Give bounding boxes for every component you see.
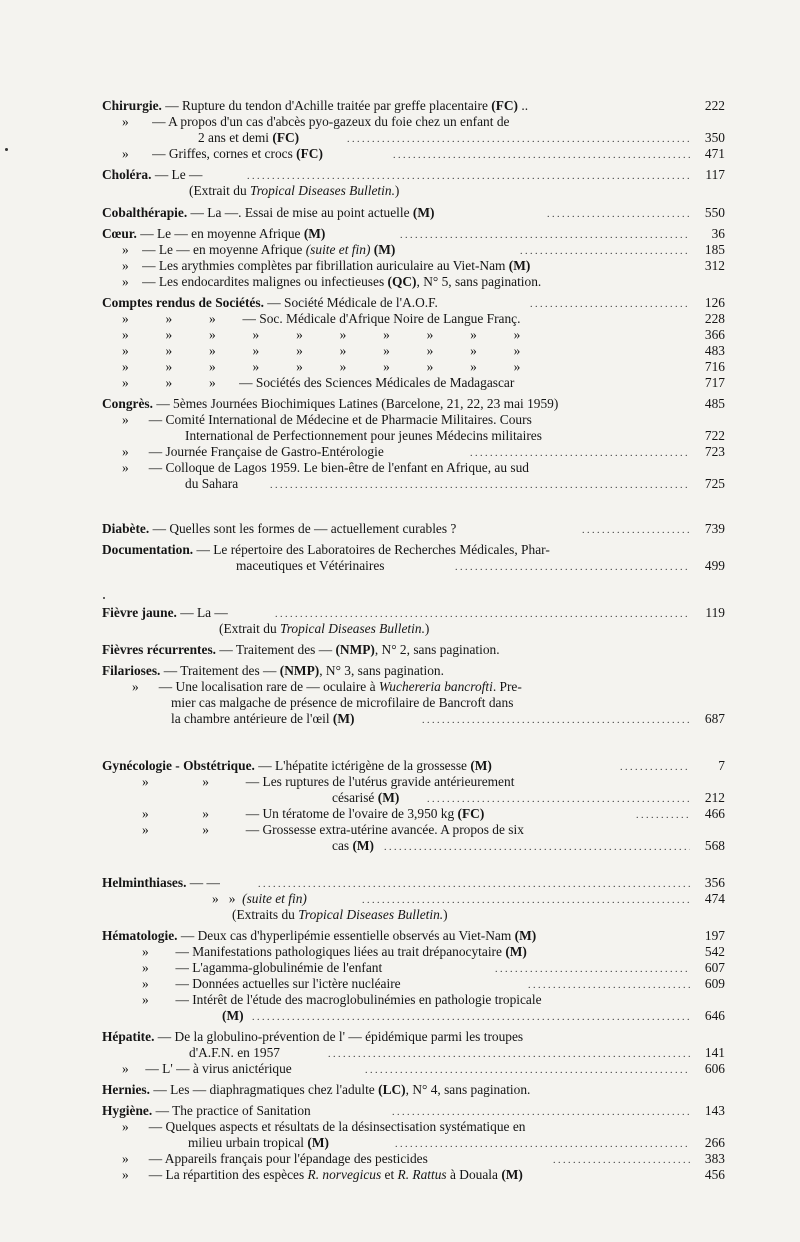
entry-text bbox=[142, 960, 382, 976]
index-entry-line bbox=[102, 295, 725, 311]
entry-text bbox=[102, 396, 558, 412]
leader-dots bbox=[247, 167, 690, 183]
entry-fragment: » — La répartition des espèces bbox=[122, 1167, 308, 1182]
index-entry-line bbox=[189, 1045, 725, 1061]
leader-dots bbox=[393, 146, 690, 162]
entry-fragment: R. norvegicus bbox=[307, 1167, 382, 1182]
entry-text bbox=[142, 806, 484, 822]
index-entry-line bbox=[122, 114, 725, 130]
entry-fragment: (M) bbox=[352, 838, 375, 853]
entry-text bbox=[122, 1061, 292, 1077]
entry-text bbox=[219, 621, 429, 637]
entry-fragment: International de Perfectionnement pour jeunes Médecins militaires bbox=[185, 428, 542, 443]
index-entry-line bbox=[122, 375, 725, 391]
page-number: 499 bbox=[701, 558, 725, 574]
entry-fragment: (NMP) bbox=[335, 642, 375, 657]
entry-fragment: — De la globulino-prévention de l' — épidémique parmi les troupes bbox=[154, 1029, 524, 1044]
entry-fragment: ) bbox=[394, 183, 400, 198]
index-entry-line bbox=[142, 822, 725, 838]
index-entry-line bbox=[102, 542, 725, 558]
leader-dots bbox=[422, 711, 690, 727]
index-entry-line bbox=[102, 642, 725, 658]
leader-dots bbox=[400, 226, 690, 242]
page-number: 687 bbox=[701, 711, 725, 727]
entry-fragment: — Le — bbox=[151, 167, 203, 182]
entry-text bbox=[102, 1029, 523, 1045]
entry-fragment: (M) bbox=[508, 258, 531, 273]
leader-dots bbox=[395, 1135, 690, 1151]
entry-text bbox=[122, 359, 520, 375]
page-number: 609 bbox=[701, 976, 725, 992]
page-number: 717 bbox=[701, 375, 725, 391]
leader-dots bbox=[553, 1151, 690, 1167]
entry-fragment: (suite et fin) bbox=[242, 891, 307, 906]
index-entry-line bbox=[122, 311, 725, 327]
index-entry-line bbox=[102, 928, 725, 944]
entry-text bbox=[102, 542, 550, 558]
entry-text bbox=[132, 679, 522, 695]
leader-dots bbox=[427, 790, 690, 806]
page-number: 141 bbox=[701, 1045, 725, 1061]
entry-fragment: (M) bbox=[303, 226, 326, 241]
entry-heading: Choléra. bbox=[102, 167, 152, 182]
entry-fragment: — La — bbox=[176, 605, 228, 620]
entry-text bbox=[102, 1082, 530, 1098]
index-entry-line bbox=[142, 944, 725, 960]
entry-text bbox=[122, 1167, 523, 1183]
page-number: 212 bbox=[701, 790, 725, 806]
index-entry-line bbox=[219, 621, 725, 637]
entry-text bbox=[102, 167, 202, 183]
index-entry-line bbox=[122, 146, 725, 162]
entry-fragment: » » — Grossesse extra-utérine avancée. A propos de six bbox=[142, 822, 524, 837]
entry-heading: Hépatite. bbox=[102, 1029, 155, 1044]
entry-heading: Helminthiases. bbox=[102, 875, 187, 890]
entry-text bbox=[122, 114, 509, 130]
entry-fragment: , N° 3, sans pagination. bbox=[319, 663, 444, 678]
entry-text bbox=[122, 444, 384, 460]
page-number: 606 bbox=[701, 1061, 725, 1077]
page-number: 474 bbox=[701, 891, 725, 907]
index-entry-line bbox=[171, 711, 725, 727]
entry-text bbox=[188, 1135, 329, 1151]
page-number: 723 bbox=[701, 444, 725, 460]
entry-text bbox=[222, 1008, 244, 1024]
index-entry-line bbox=[122, 412, 725, 428]
page-number: 143 bbox=[701, 1103, 725, 1119]
entry-heading: Gynécologie - Obstétrique. bbox=[102, 758, 255, 773]
index-entry-line bbox=[122, 359, 725, 375]
entry-fragment: » » bbox=[212, 891, 243, 906]
page-number: 383 bbox=[701, 1151, 725, 1167]
leader-dots bbox=[328, 1045, 690, 1061]
entry-heading: Hygiène. bbox=[102, 1103, 153, 1118]
index-entry-line bbox=[232, 907, 725, 923]
entry-fragment: (Extrait du bbox=[189, 183, 250, 198]
entry-fragment: » » » — Sociétés des Sciences Médicales de Madagascar bbox=[122, 375, 515, 390]
entry-fragment: — Société Médicale de l'A.O.F. bbox=[263, 295, 438, 310]
index-entry-line bbox=[142, 992, 725, 1008]
leader-dots bbox=[530, 295, 690, 311]
page-number: 117 bbox=[701, 167, 725, 183]
entry-fragment: du Sahara bbox=[185, 476, 239, 491]
entry-fragment: cas bbox=[332, 838, 353, 853]
page-number: 312 bbox=[701, 258, 725, 274]
index-entry-line bbox=[188, 1135, 725, 1151]
entry-text bbox=[185, 476, 238, 492]
entry-fragment: maceutiques et Vétérinaires bbox=[236, 558, 385, 573]
entry-fragment: (M) bbox=[501, 1167, 523, 1182]
index-entry-line bbox=[142, 960, 725, 976]
entry-text bbox=[171, 711, 354, 727]
page-number: 485 bbox=[701, 396, 725, 412]
entry-fragment: césarisé bbox=[332, 790, 378, 805]
entry-fragment: ) bbox=[424, 621, 430, 636]
index-entry-line bbox=[102, 1029, 725, 1045]
entry-fragment: » » » — Soc. Médicale d'Afrique Noire de Langue Franç. bbox=[122, 311, 521, 326]
entry-fragment: la chambre antérieure de l'œil bbox=[171, 711, 333, 726]
entry-fragment: Tropical Diseases Bulletin. bbox=[298, 907, 444, 922]
entry-fragment: . Pre- bbox=[492, 679, 522, 694]
page-number: 456 bbox=[701, 1167, 725, 1183]
entry-text bbox=[142, 822, 524, 838]
entry-fragment: » — Quelques aspects et résultats de la désinsectisation systématique en bbox=[122, 1119, 526, 1134]
entry-fragment: , N° 4, sans pagination. bbox=[405, 1082, 531, 1097]
index-entry-line bbox=[102, 758, 725, 774]
entry-fragment: (M) bbox=[470, 758, 492, 773]
entry-text bbox=[332, 790, 399, 806]
entry-fragment: Wuchereria bancrofti bbox=[378, 679, 493, 694]
page-number: 483 bbox=[701, 343, 725, 359]
entry-fragment: Tropical Diseases Bulletin. bbox=[249, 183, 395, 198]
entry-text bbox=[142, 976, 401, 992]
entry-fragment: (M) bbox=[222, 1008, 244, 1023]
entry-fragment: » — L' — à virus anictérique bbox=[122, 1061, 292, 1076]
leader-dots bbox=[620, 758, 690, 774]
margin-speck bbox=[103, 597, 105, 599]
leader-dots bbox=[258, 875, 690, 891]
entry-fragment: (M) bbox=[377, 790, 400, 805]
entry-heading: Chirurgie. bbox=[102, 98, 162, 113]
entry-text bbox=[212, 891, 307, 907]
index-entry-line bbox=[185, 428, 725, 444]
entry-fragment: — Traitement des — bbox=[160, 663, 280, 678]
entry-fragment: (M) bbox=[412, 205, 435, 220]
entry-fragment: (FC) bbox=[457, 806, 485, 821]
index-entry-line bbox=[142, 806, 725, 822]
entry-fragment: (suite et fin) bbox=[305, 242, 371, 257]
index-entry-line bbox=[132, 679, 725, 695]
entry-fragment: (FC) bbox=[272, 130, 300, 145]
entry-heading: Fièvre jaune. bbox=[102, 605, 177, 620]
entry-fragment: (M) bbox=[373, 242, 396, 257]
index-entry-line bbox=[102, 521, 725, 537]
index-entry-line bbox=[102, 663, 725, 679]
page-number: 722 bbox=[701, 428, 725, 444]
entry-heading: Cœur. bbox=[102, 226, 137, 241]
entry-text bbox=[122, 412, 532, 428]
entry-fragment: Tropical Diseases Bulletin. bbox=[279, 621, 425, 636]
index-entry-line bbox=[222, 1008, 725, 1024]
entry-fragment: (NMP) bbox=[279, 663, 320, 678]
entry-text bbox=[122, 146, 323, 162]
entry-heading: Congrès. bbox=[102, 396, 153, 411]
entry-text bbox=[102, 1103, 311, 1119]
entry-fragment: » » » » » » » » » » bbox=[122, 359, 521, 374]
page-number: 228 bbox=[701, 311, 725, 327]
index-entry-line bbox=[102, 875, 725, 891]
entry-text bbox=[142, 992, 542, 1008]
entry-fragment: » » — Un tératome de l'ovaire de 3,950 kg bbox=[142, 806, 458, 821]
page-number: 185 bbox=[701, 242, 725, 258]
entry-text bbox=[122, 1151, 428, 1167]
entry-fragment: — The practice of Sanitation bbox=[152, 1103, 311, 1118]
margin-speck bbox=[5, 148, 8, 151]
entry-fragment: » — L'agamma-globulinémie de l'enfant bbox=[142, 960, 383, 975]
index-entry-line bbox=[102, 226, 725, 242]
entry-heading: Cobalthérapie. bbox=[102, 205, 188, 220]
entry-fragment: , N° 5, sans pagination. bbox=[416, 274, 542, 289]
index-entry-line bbox=[122, 1151, 725, 1167]
leader-dots bbox=[528, 976, 690, 992]
page-number: 126 bbox=[701, 295, 725, 311]
entry-text bbox=[185, 428, 542, 444]
entry-fragment: — La —. Essai de mise au point actuelle bbox=[187, 205, 413, 220]
page-number: 568 bbox=[701, 838, 725, 854]
index-entry-line bbox=[171, 695, 725, 711]
entry-heading: Hernies. bbox=[102, 1082, 150, 1097]
entry-fragment: — 5èmes Journées Biochimiques Latines (Barcelone, 21, 22, 23 mai 1959) bbox=[152, 396, 559, 411]
entry-text bbox=[332, 838, 374, 854]
entry-fragment: » — Intérêt de l'étude des macroglobulinémies en pathologie tropicale bbox=[142, 992, 542, 1007]
index-entry-line bbox=[122, 1061, 725, 1077]
entry-fragment: » — Appareils français pour l'épandage des pesticides bbox=[122, 1151, 428, 1166]
index-entry-line bbox=[185, 476, 725, 492]
index-entry-line bbox=[332, 838, 725, 854]
index-entry-line bbox=[102, 605, 725, 621]
entry-text bbox=[102, 758, 492, 774]
entry-fragment: (Extrait du bbox=[219, 621, 280, 636]
entry-fragment: milieu urbain tropical bbox=[188, 1135, 308, 1150]
leader-dots bbox=[270, 476, 690, 492]
index-entry-line bbox=[122, 343, 725, 359]
entry-fragment: et bbox=[381, 1167, 398, 1182]
index-entry-line bbox=[142, 774, 725, 790]
entry-text bbox=[122, 327, 520, 343]
entry-fragment: mier cas malgache de présence de microfilaire de Bancroft dans bbox=[171, 695, 514, 710]
index-entry-line bbox=[212, 891, 725, 907]
entry-text bbox=[198, 130, 299, 146]
entry-fragment: — Deux cas d'hyperlipémie essentielle observés au Viet-Nam bbox=[177, 928, 515, 943]
leader-dots bbox=[252, 1008, 690, 1024]
page-number: 646 bbox=[701, 1008, 725, 1024]
entry-text bbox=[189, 183, 399, 199]
entry-text bbox=[122, 375, 514, 391]
entry-fragment: » — Colloque de Lagos 1959. Le bien-être de l'enfant en Afrique, au sud bbox=[122, 460, 529, 475]
entry-text bbox=[102, 605, 228, 621]
index-entry-line bbox=[102, 1103, 725, 1119]
page-number: 466 bbox=[701, 806, 725, 822]
index-entry-line bbox=[102, 205, 725, 221]
leader-dots bbox=[636, 806, 690, 822]
entry-text bbox=[102, 226, 325, 242]
entry-text bbox=[142, 774, 514, 790]
leader-dots bbox=[275, 605, 690, 621]
index-entry-line bbox=[102, 167, 725, 183]
index-entry-line bbox=[122, 258, 725, 274]
entry-fragment: — Quelles sont les formes de — actuellement curables ? bbox=[149, 521, 457, 536]
entry-text bbox=[122, 242, 395, 258]
page-number: 725 bbox=[701, 476, 725, 492]
entry-fragment: — — bbox=[186, 875, 220, 890]
entry-text bbox=[122, 311, 520, 327]
entry-fragment: » — Comité International de Médecine et de Pharmacie Militaires. Cours bbox=[122, 412, 532, 427]
page-number: 266 bbox=[701, 1135, 725, 1151]
entry-fragment: » — Le — en moyenne Afrique bbox=[122, 242, 306, 257]
entry-fragment: (M) bbox=[332, 711, 355, 726]
index-entry-line bbox=[122, 242, 725, 258]
leader-dots bbox=[582, 521, 690, 537]
index-entry-line bbox=[102, 98, 725, 114]
entry-fragment: » — Les endocardites malignes ou infectieuses bbox=[122, 274, 388, 289]
entry-fragment: R. Rattus bbox=[397, 1167, 447, 1182]
leader-dots bbox=[455, 558, 690, 574]
entry-heading: Diabète. bbox=[102, 521, 150, 536]
page-number: 607 bbox=[701, 960, 725, 976]
entry-fragment: (M) bbox=[505, 944, 527, 959]
entry-heading: Fièvres récurrentes. bbox=[102, 642, 217, 657]
entry-text bbox=[232, 907, 448, 923]
leader-dots bbox=[362, 891, 690, 907]
page-number: 366 bbox=[701, 327, 725, 343]
page-number: 197 bbox=[701, 928, 725, 944]
index-entry-line bbox=[102, 1082, 725, 1098]
entry-text bbox=[102, 98, 528, 114]
index-entry-line bbox=[122, 1167, 725, 1183]
entry-fragment: (FC) bbox=[491, 98, 519, 113]
page-number: 7 bbox=[714, 758, 725, 774]
entry-text bbox=[189, 1045, 280, 1061]
entry-fragment: » » — Les ruptures de l'utérus gravide antérieurement bbox=[142, 774, 515, 789]
index-entry-line bbox=[142, 976, 725, 992]
page-number: 716 bbox=[701, 359, 725, 375]
entry-fragment: » — A propos d'un cas d'abcès pyo-gazeux du foie chez un enfant de bbox=[122, 114, 510, 129]
entry-fragment: » — Les arythmies complètes par fibrillation auriculaire au Viet-Nam bbox=[122, 258, 509, 273]
entry-fragment: à Douala bbox=[446, 1167, 502, 1182]
page-number: 119 bbox=[701, 605, 725, 621]
entry-fragment: — Le répertoire des Laboratoires de Recherches Médicales, Phar- bbox=[193, 542, 550, 557]
entry-fragment: — L'hépatite ictérigène de la grossesse bbox=[254, 758, 471, 773]
entry-fragment: .. bbox=[518, 98, 529, 113]
entry-fragment: — Le — en moyenne Afrique bbox=[136, 226, 304, 241]
entry-heading: Hématologie. bbox=[102, 928, 178, 943]
entry-fragment: » — Journée Française de Gastro-Entérologie bbox=[122, 444, 384, 459]
entry-text bbox=[122, 1119, 525, 1135]
leader-dots bbox=[547, 205, 690, 221]
entry-fragment: (Extraits du bbox=[232, 907, 299, 922]
entry-text bbox=[102, 928, 536, 944]
entry-fragment: d'A.F.N. en 1957 bbox=[189, 1045, 280, 1060]
index-entry-line bbox=[122, 444, 725, 460]
entry-text bbox=[102, 642, 500, 658]
index-entry-line bbox=[236, 558, 725, 574]
entry-text bbox=[122, 460, 529, 476]
page-number: 356 bbox=[701, 875, 725, 891]
entry-text bbox=[236, 558, 384, 574]
page-number: 36 bbox=[708, 226, 725, 242]
entry-text bbox=[171, 695, 513, 711]
page-number: 471 bbox=[701, 146, 725, 162]
index-entry-line bbox=[102, 396, 725, 412]
entry-text bbox=[102, 521, 456, 537]
leader-dots bbox=[470, 444, 690, 460]
leader-dots bbox=[495, 960, 690, 976]
entry-text bbox=[122, 258, 530, 274]
entry-fragment: (FC) bbox=[296, 146, 323, 161]
entry-fragment: (QC) bbox=[387, 274, 417, 289]
entry-heading: Comptes rendus de Sociétés. bbox=[102, 295, 264, 310]
entry-text bbox=[102, 663, 444, 679]
entry-fragment: 2 ans et demi bbox=[198, 130, 273, 145]
entry-text bbox=[102, 875, 220, 891]
entry-fragment: — Traitement des — bbox=[216, 642, 336, 657]
entry-text bbox=[142, 944, 527, 960]
entry-fragment: (M) bbox=[514, 928, 537, 943]
entry-heading: Filarioses. bbox=[102, 663, 161, 678]
index-entry-line bbox=[198, 130, 725, 146]
entry-text bbox=[122, 343, 520, 359]
entry-fragment: » — Une localisation rare de — oculaire à bbox=[132, 679, 379, 694]
index-entry-line bbox=[122, 327, 725, 343]
leader-dots bbox=[384, 838, 690, 854]
index-entry-line bbox=[332, 790, 725, 806]
entry-text bbox=[102, 295, 438, 311]
index-entry-line bbox=[122, 1119, 725, 1135]
leader-dots bbox=[392, 1103, 690, 1119]
entry-fragment: (LC) bbox=[378, 1082, 406, 1097]
entry-fragment: ) bbox=[443, 907, 448, 922]
entry-heading: Documentation. bbox=[102, 542, 194, 557]
leader-dots bbox=[365, 1061, 690, 1077]
entry-text bbox=[122, 274, 541, 290]
page-number: 739 bbox=[701, 521, 725, 537]
entry-fragment: » — Données actuelles sur l'ictère nucléaire bbox=[142, 976, 401, 991]
entry-fragment: » — Griffes, cornes et crocs bbox=[122, 146, 297, 161]
entry-fragment: » — Manifestations pathologiques liées au trait drépanocytaire bbox=[142, 944, 506, 959]
index-entry-line bbox=[189, 183, 725, 199]
index-entry-line bbox=[122, 460, 725, 476]
entry-fragment: — Rupture du tendon d'Achille traitée par greffe placentaire bbox=[161, 98, 492, 113]
leader-dots bbox=[347, 130, 690, 146]
leader-dots bbox=[520, 242, 690, 258]
page-number: 222 bbox=[701, 98, 725, 114]
entry-fragment: » » » » » » » » » » bbox=[122, 327, 521, 342]
entry-fragment: — Les — diaphragmatiques chez l'adulte bbox=[149, 1082, 379, 1097]
index-entry-line bbox=[122, 274, 725, 290]
entry-text bbox=[102, 205, 434, 221]
entry-fragment: , N° 2, sans pagination. bbox=[374, 642, 500, 657]
page-number: 542 bbox=[701, 944, 725, 960]
entry-fragment: (M) bbox=[307, 1135, 329, 1150]
page-number: 550 bbox=[701, 205, 725, 221]
entry-fragment: » » » » » » » » » » bbox=[122, 343, 521, 358]
page-number: 350 bbox=[701, 130, 725, 146]
